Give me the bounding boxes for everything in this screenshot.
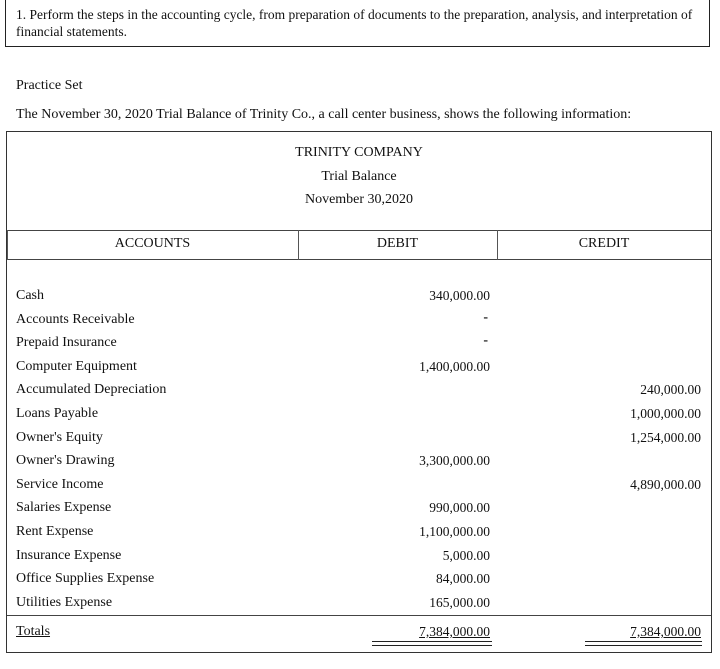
debit-amount: 165,000.00	[429, 594, 490, 610]
credit-amount: 1,000,000.00	[630, 406, 701, 421]
task-instruction-box	[5, 0, 710, 47]
column-header-accounts: ACCOUNTS	[114, 236, 191, 251]
task-instruction-text: 1. Perform the steps in the accounting cycle, from preparation of documents to the preparation, analysis, and interpretation of financial statements.	[16, 7, 693, 39]
table-row	[7, 406, 711, 429]
account-name: Insurance Expense	[16, 547, 122, 563]
practice-set-intro: The November 30, 2020 Trial Balance of Trinity Co., a call center business, shows the following information:	[16, 107, 632, 122]
company-name: TRINITY COMPANY	[295, 145, 423, 160]
totals-credit: 7,384,000.00	[630, 624, 701, 639]
account-name: Accumulated Depreciation	[16, 382, 167, 398]
debit-double-underline	[372, 641, 492, 646]
account-name: Office Supplies Expense	[16, 571, 155, 587]
account-name: Owner's Drawing	[16, 453, 115, 469]
table-row	[7, 571, 711, 594]
practice-set-title: Practice Set	[16, 78, 83, 93]
account-name: Accounts Receivable	[16, 311, 135, 327]
table-row	[7, 359, 711, 382]
account-name: Owner's Equity	[16, 429, 103, 445]
account-name: Prepaid Insurance	[16, 335, 117, 351]
table-row	[7, 335, 711, 358]
account-name: Computer Equipment	[16, 358, 137, 374]
table-row	[7, 500, 711, 523]
statement-title: Trial Balance	[321, 169, 397, 184]
account-name: Loans Payable	[16, 406, 99, 421]
credit-amount: 1,254,000.00	[630, 429, 701, 445]
totals-debit: 7,384,000.00	[419, 624, 490, 639]
debit-amount: 3,300,000.00	[419, 453, 490, 469]
header-divider-bottom	[7, 259, 711, 260]
debit-amount: 1,100,000.00	[419, 524, 490, 539]
account-name: Service Income	[16, 476, 104, 492]
trial-balance-table	[6, 131, 712, 653]
header-divider-top	[7, 230, 711, 231]
credit-amount: 240,000.00	[640, 382, 701, 398]
table-row	[7, 430, 711, 453]
debit-amount: 84,000.00	[436, 571, 490, 587]
debit-amount: 990,000.00	[429, 500, 490, 516]
credit-double-underline	[585, 641, 702, 646]
account-name: Utilities Expense	[16, 594, 113, 610]
account-name: Cash	[16, 288, 44, 303]
statement-date: November 30,2020	[304, 192, 414, 207]
account-name: Rent Expense	[16, 524, 94, 539]
table-row	[7, 288, 711, 311]
credit-amount: 4,890,000.00	[630, 476, 701, 492]
totals-label: Totals	[16, 624, 51, 639]
debit-amount: 1,400,000.00	[419, 358, 490, 374]
table-row	[7, 309, 711, 335]
column-header-credit: CREDIT	[578, 236, 630, 251]
debit-amount: -	[483, 309, 488, 325]
table-row	[7, 477, 711, 500]
table-row	[7, 453, 711, 476]
table-row	[7, 524, 711, 547]
debit-amount: -	[483, 333, 488, 349]
debit-amount: 340,000.00	[429, 288, 490, 303]
table-row	[7, 382, 711, 405]
account-name: Salaries Expense	[16, 500, 112, 516]
table-row	[7, 548, 711, 571]
column-header-debit: DEBIT	[376, 236, 419, 251]
debit-amount: 5,000.00	[442, 547, 490, 563]
rows-divider	[7, 615, 711, 616]
